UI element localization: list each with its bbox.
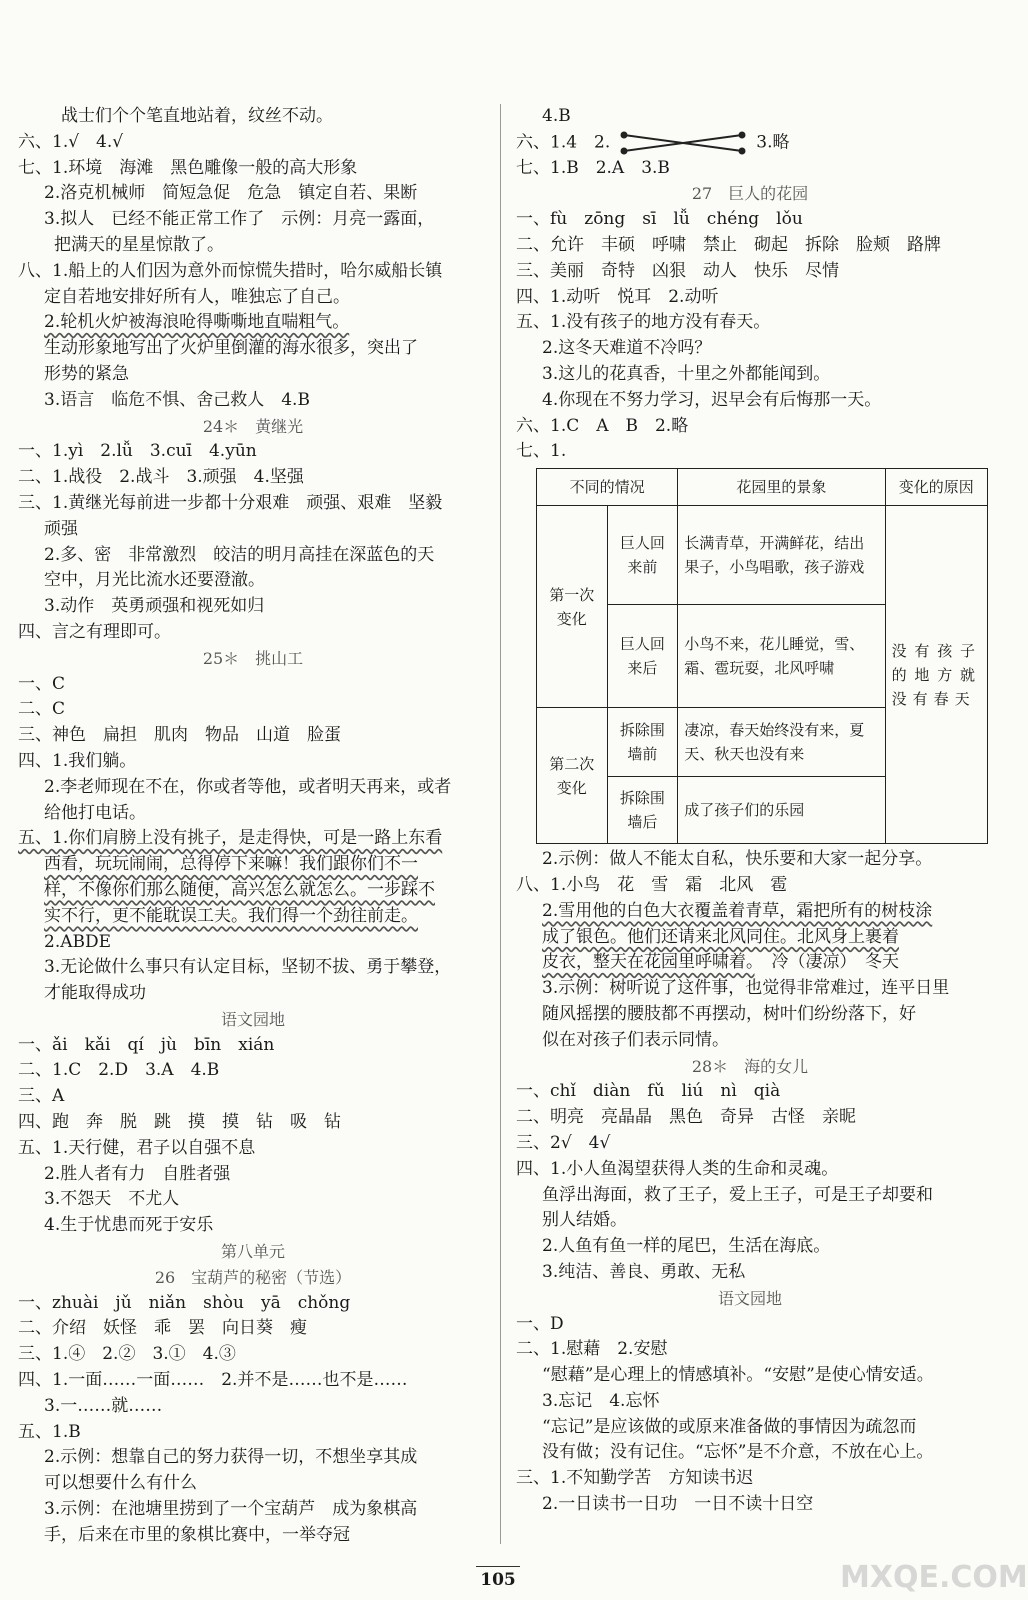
answer-line: 四、1.我们躺。 (18, 750, 137, 771)
table-header: 变化的原因 (885, 469, 987, 506)
watermark-text: MXQE.COM (840, 1560, 1028, 1595)
section-title: 语文园地 (220, 1009, 285, 1029)
wavy-underline-text: 西看，玩玩闹闹，总得停下来嘛！我们跟你们不一 (44, 854, 418, 875)
answer-line (516, 899, 984, 925)
answer-line: 似在对孩子们表示同情。 (542, 1029, 729, 1050)
answer-inline: 冷（凄凉） 冬天 (771, 952, 899, 973)
answer-line: 4.你现在不努力学习，迟早会有后悔那一天。 (542, 389, 882, 410)
matching-question-label: 六、1.4 2. (516, 132, 611, 153)
answer-line: 三、美丽 奇特 凶狠 动人 快乐 尽情 (516, 260, 839, 281)
answer-line: 顽强 (44, 518, 78, 539)
answer-line: 3.拟人 已经不能正常工作了 示例：月亮一露面， (44, 209, 435, 230)
answer-line: 七、1. (516, 441, 567, 462)
answer-line: 二、介绍 妖怪 乖 罢 向日葵 瘦 (18, 1318, 307, 1339)
answer-line: 2.胜人者有力 自胜者强 (44, 1163, 231, 1184)
answer-line: 2.示例：想靠自己的努力获得一切，不想坐享其成 (44, 1447, 418, 1468)
answer-line: 八、1.船上的人们因为意外而惊慌失措时，哈尔威船长镇 (18, 260, 443, 281)
answer-line: 二、C (18, 699, 66, 720)
answer-line: 八、1.小鸟 花 雪 霜 北风 雹 (516, 874, 788, 895)
answer-line: 3.示例：树听说了这件事，也觉得非常难过，连平日里 (542, 978, 950, 999)
answer-line: 形势的紧急 (44, 363, 129, 384)
answer-line (18, 852, 488, 878)
answer-line: 可以想要什么有什么 (44, 1473, 197, 1494)
table-cell-scene: 成了孩子们的乐园 (678, 777, 885, 844)
answer-line: 三、神色 扁担 肌肉 物品 山道 脸蛋 (18, 725, 341, 746)
matching-lines-diagram (618, 130, 748, 156)
matching-question-rest: 3.略 (756, 132, 790, 153)
right-column (516, 104, 984, 1518)
table-cell-situation: 拆除围墙后 (607, 777, 678, 844)
table-cell-reason: 没有孩子的地方就没有春天 (885, 506, 987, 844)
answer-line: 四、跑 奔 脱 跳 摸 摸 钻 吸 钻 (18, 1112, 341, 1133)
answer-line (516, 925, 984, 951)
answer-line: 3.纯洁、善良、勇敢、无私 (542, 1261, 746, 1282)
answer-line: 2.人鱼有鱼一样的尾巴，生活在海底。 (542, 1236, 831, 1257)
wavy-underline-text: 五、1.你们肩膀上没有挑子，是走得快，可是一路上东看 (18, 828, 443, 849)
answer-line: 鱼浮出海面，救了王子，爱上王子，可是王子却要和 (542, 1184, 933, 1205)
table-cell-change: 第一次变化 (537, 506, 608, 708)
unit-title: 第八单元 (220, 1242, 285, 1262)
answer-line: 才能取得成功 (44, 983, 146, 1004)
answer-line: 手，后来在市里的象棋比赛中，一举夺冠 (44, 1524, 350, 1545)
wavy-underline-text: 2.轮机火炉被海浪呛得嘶嘶地直喘粗气。 (44, 312, 350, 333)
answer-line: 随风摇摆的腰肢都不再摆动，树叶们纷纷落下，好 (542, 1003, 916, 1024)
answer-line: 七、1.B 2.A 3.B (516, 157, 670, 178)
lesson-title: 26 宝葫芦的秘密（节选） (154, 1267, 352, 1287)
answer-line: 二、明亮 亮晶晶 黑色 奇异 古怪 亲昵 (516, 1107, 856, 1128)
answer-line: 七、1.环境 海滩 黑色雕像一般的高大形象 (18, 157, 358, 178)
answer-line: 给他打电话。 (44, 802, 146, 823)
answer-line: 一、D (516, 1313, 564, 1334)
answer-line: 一、ǎi kǎi qí jù bīn xián (18, 1034, 275, 1055)
wavy-underline-text: 样，不像你们那么随便，高兴怎么就怎么。一步踩不 (44, 879, 435, 900)
answer-line: 生动形象地写出了火炉里倒灌的海水很多，突出了 (44, 338, 418, 359)
table-cell-situation: 巨人回来后 (607, 605, 678, 708)
answer-line: 把满天的星星惊散了。 (54, 234, 224, 255)
table-cell-change: 第二次变化 (537, 708, 608, 844)
answer-line: 二、1.慰藉 2.安慰 (516, 1339, 668, 1360)
lesson-title: 27 巨人的花园 (691, 184, 809, 204)
answer-line: 空中，月光比流水还要澄澈。 (44, 570, 265, 591)
answer-line: 五、1.B (18, 1421, 81, 1442)
section-title: 语文园地 (717, 1288, 782, 1308)
table-cell-scene: 凄凉，春天始终没有来，夏天、秋天也没有来 (678, 708, 885, 777)
answer-line: 一、zhuài jǔ niǎn shòu yā chǒng (18, 1292, 351, 1313)
column-divider (500, 104, 501, 1544)
left-column (18, 104, 488, 1549)
table-cell-scene: 长满青草，开满鲜花，结出果子，小鸟唱歌，孩子游戏 (678, 506, 885, 605)
table-cell-scene: 小鸟不来，花儿睡觉，雪、霜、雹玩耍，北风呼啸 (678, 605, 885, 708)
answer-line: 3.动作 英勇顽强和视死如归 (44, 596, 265, 617)
answer-line: 五、1.天行健，君子以自强不息 (18, 1137, 256, 1158)
wavy-underline-text: 皮衣，整天在花园里呼啸着。 (542, 952, 755, 973)
lesson-title: 24＊ 黄继光 (202, 416, 304, 436)
answer-line: 三、2√ 4√ (516, 1132, 611, 1153)
answer-line: 一、1.yì 2.lǚ 3.cuī 4.yūn (18, 441, 257, 462)
answer-line: 2.这冬天难道不冷吗？ (542, 338, 712, 359)
answer-line: 三、1.黄继光每前进一步都十分艰难 顽强、艰难 坚毅 (18, 492, 443, 513)
wavy-underline-text: 成了银色。他们还请来北风同住。北风身上裹着 (542, 926, 899, 947)
lesson-title: 28＊ 海的女儿 (691, 1056, 809, 1076)
answer-line: 四、1.小人鱼渴望获得人类的生命和灵魂。 (516, 1158, 839, 1179)
answer-line: 4.B (542, 106, 571, 126)
answer-line (18, 310, 488, 336)
answer-line: 三、1.不知勤学苦 方知读书迟 (516, 1468, 754, 1489)
answer-line (18, 878, 488, 904)
answer-line: 3.无论做什么事只有认定目标，坚韧不拔、勇于攀登， (44, 957, 452, 978)
answer-line: 三、1.④ 2.② 3.① 4.③ (18, 1344, 236, 1365)
wavy-underline-text: 2.雪用他的白色大衣覆盖着青草，霜把所有的树枝涂 (542, 900, 933, 921)
answer-line: 二、1.战役 2.战斗 3.顽强 4.坚强 (18, 467, 304, 488)
answer-line: 4.生于忧患而死于安乐 (44, 1215, 214, 1236)
table-cell-situation: 巨人回来前 (607, 506, 678, 605)
answer-line (18, 826, 488, 852)
answer-line: 2.示例：做人不能太自私，快乐要和大家一起分享。 (542, 849, 933, 870)
answer-line: 四、言之有理即可。 (18, 621, 171, 642)
answer-line: “慰藉”是心理上的情感填补。“安慰”是使心情安适。 (542, 1365, 934, 1386)
answer-line: “忘记”是应该做的或原来准备做的事情因为疏忽而 (542, 1416, 917, 1437)
answer-line: 三、A (18, 1086, 65, 1107)
answer-line: 2.洛克机械师 简短急促 危急 镇定自若、果断 (44, 183, 418, 204)
answer-line (516, 950, 984, 976)
answer-line: 3.忘记 4.忘怀 (542, 1390, 660, 1411)
table-header: 不同的情况 (537, 469, 678, 506)
answer-line: 2.李老师现在不在，你或者等他，或者明天再来，或者 (44, 776, 452, 797)
answer-line: 2.ABDE (44, 931, 112, 952)
answer-line: 3.这儿的花真香，十里之外都能闻到。 (542, 363, 831, 384)
answer-line: 3.不怨天 不尤人 (44, 1189, 180, 1210)
answer-line: 六、1.√ 4.√ (18, 131, 124, 152)
table-cell-situation: 拆除围墙前 (607, 708, 678, 777)
answer-line: 五、1.没有孩子的地方没有春天。 (516, 312, 771, 333)
answer-line: 四、1.一面……一面…… 2.并不是……也不是…… (18, 1370, 408, 1391)
answer-line: 一、chǐ diàn fǔ liú nì qià (516, 1081, 781, 1102)
answer-line: 战士们个个笔直地站着，纹丝不动。 (44, 106, 333, 126)
answer-line: 一、C (18, 673, 66, 694)
wavy-underline-text: 实不行，更不能耽误工夫。我们得一个劲往前走。 (44, 905, 418, 926)
answer-line (516, 130, 984, 156)
answer-line: 3.语言 临危不惧、舍己救人 4.B (44, 389, 310, 410)
answer-line: 二、1.C 2.D 3.A 4.B (18, 1060, 220, 1081)
answer-line (18, 904, 488, 930)
answer-line: 2.多、密 非常激烈 皎洁的明月高挂在深蓝色的天 (44, 544, 435, 565)
answer-line: 3.一……就…… (44, 1395, 163, 1416)
answer-line: 四、1.动听 悦耳 2.动听 (516, 286, 719, 307)
answer-line: 定自若地安排好所有人，唯独忘了自己。 (44, 286, 350, 307)
answer-line: 二、允许 丰硕 呼啸 禁止 砌起 拆除 脸颊 路牌 (516, 234, 941, 255)
answer-line: 别人结婚。 (542, 1210, 627, 1231)
table-header: 花园里的景象 (678, 469, 885, 506)
lesson-title: 25＊ 挑山工 (202, 648, 304, 668)
answer-line: 3.示例：在池塘里捞到了一个宝葫芦 成为象棋高 (44, 1499, 418, 1520)
answer-line: 一、fù zōng sī lǚ chéng lǒu (516, 209, 803, 230)
page-number: 105 (470, 1570, 526, 1590)
answer-line: 2.一日读书一日功 一日不读十日空 (542, 1494, 814, 1515)
answer-line: 六、1.C A B 2.略 (516, 415, 689, 436)
garden-change-table (536, 468, 988, 844)
answer-line: 没有做；没有记住。“忘怀”是不介意，不放在心上。 (542, 1442, 934, 1463)
